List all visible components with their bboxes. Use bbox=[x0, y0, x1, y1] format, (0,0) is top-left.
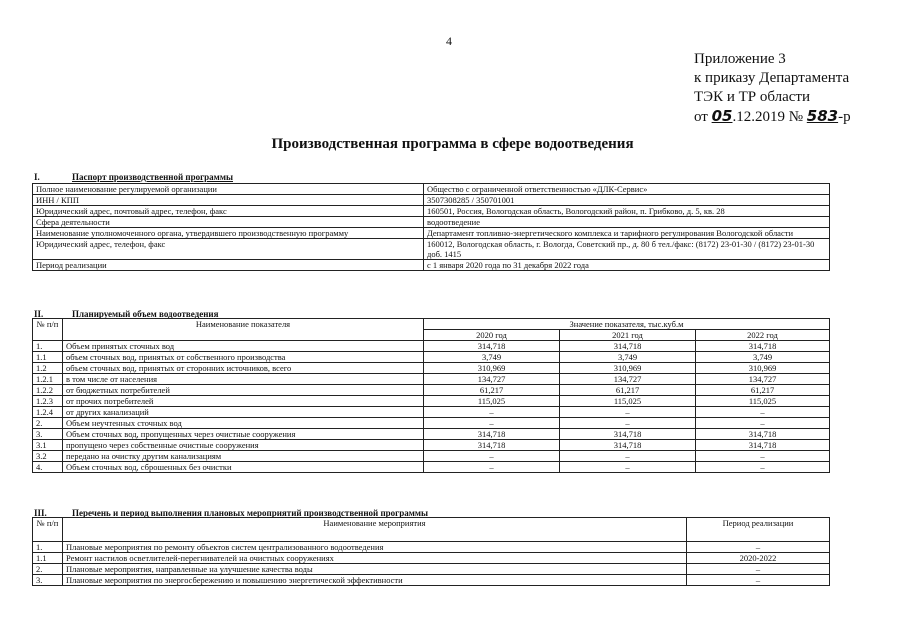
volume-row bbox=[33, 418, 830, 429]
volume-row-number: 1.2.2 bbox=[33, 385, 63, 396]
volume-row-value: 314,718 bbox=[424, 440, 560, 451]
volume-row-name: Объем неучтенных сточных вод bbox=[63, 418, 424, 429]
measures-head-number: № п/п bbox=[33, 518, 63, 542]
volume-row-name: Объем принятых сточных вод bbox=[63, 341, 424, 352]
volume-row-value: – bbox=[560, 418, 696, 429]
volume-row-value: 134,727 bbox=[560, 374, 696, 385]
passport-label: Наименование уполномоченного органа, утвердившего производственную программу bbox=[33, 228, 424, 239]
volume-row-value: – bbox=[424, 418, 560, 429]
volume-row-number: 2. bbox=[33, 418, 63, 429]
volume-head-year: 2020 год bbox=[424, 330, 560, 341]
volume-row-name: объем сточных вод, принятых от сторонних источников, всего bbox=[63, 363, 424, 374]
passport-label: Период реализации bbox=[33, 260, 424, 271]
volume-row-name: от бюджетных потребителей bbox=[63, 385, 424, 396]
volume-row-number: 1.2.1 bbox=[33, 374, 63, 385]
volume-row bbox=[33, 396, 830, 407]
measures-row bbox=[33, 575, 830, 586]
volume-row-value: – bbox=[424, 407, 560, 418]
volume-row-name: Объем сточных вод, пропущенных через очистные сооружения bbox=[63, 429, 424, 440]
passport-row bbox=[33, 217, 830, 228]
section-2-title: Планируемый объем водоотведения bbox=[72, 309, 219, 319]
measures-row-name: Плановые мероприятия по ремонту объектов систем централизованного водоотведения bbox=[63, 542, 687, 553]
volume-row bbox=[33, 341, 830, 352]
volume-row-number: 1.2 bbox=[33, 363, 63, 374]
passport-label: Юридический адрес, почтовый адрес, телефон, факс bbox=[33, 206, 424, 217]
volume-row-number: 1.2.4 bbox=[33, 407, 63, 418]
volume-row-value: 3,749 bbox=[560, 352, 696, 363]
volume-row bbox=[33, 451, 830, 462]
appendix-date: .12.2019 № bbox=[732, 109, 804, 125]
section-1-title: Паспорт производственной программы bbox=[72, 172, 233, 182]
section-1-number: I. bbox=[34, 172, 40, 182]
volume-row-value: 314,718 bbox=[424, 429, 560, 440]
volume-head-value: Значение показателя, тыс.куб.м bbox=[424, 319, 830, 330]
section-3-title: Перечень и период выполнения плановых мероприятий производственной программы bbox=[72, 508, 429, 518]
volume-row-value: 314,718 bbox=[560, 341, 696, 352]
measures-table bbox=[32, 517, 830, 586]
volume-row-value: 314,718 bbox=[560, 429, 696, 440]
passport-row bbox=[33, 260, 830, 271]
volume-row-value: 314,718 bbox=[696, 341, 830, 352]
passport-row bbox=[33, 195, 830, 206]
measures-row bbox=[33, 553, 830, 564]
volume-row-name: Объем сточных вод, сброшенных без очистки bbox=[63, 462, 424, 473]
measures-row-period: – bbox=[687, 575, 830, 586]
passport-row bbox=[33, 184, 830, 195]
volume-row-number: 3.2 bbox=[33, 451, 63, 462]
appendix-line-2: к приказу Департамента bbox=[694, 70, 850, 86]
volume-row-value: 61,217 bbox=[696, 385, 830, 396]
measures-head-period: Период реализации bbox=[687, 518, 830, 542]
volume-row bbox=[33, 440, 830, 451]
passport-label: Юридический адрес, телефон, факс bbox=[33, 239, 424, 260]
volume-row bbox=[33, 352, 830, 363]
section-2-number: II. bbox=[34, 309, 44, 319]
measures-row-period: 2020-2022 bbox=[687, 553, 830, 564]
volume-head-name: Наименование показателя bbox=[63, 319, 424, 341]
volume-row-value: 134,727 bbox=[696, 374, 830, 385]
volume-row-value: – bbox=[696, 451, 830, 462]
volume-row-value: – bbox=[424, 451, 560, 462]
passport-label: ИНН / КПП bbox=[33, 195, 424, 206]
passport-row bbox=[33, 239, 830, 260]
volume-row bbox=[33, 407, 830, 418]
volume-row-number: 1.2.3 bbox=[33, 396, 63, 407]
passport-value: 3507308285 / 350701001 bbox=[424, 195, 830, 206]
volume-row-value: 115,025 bbox=[424, 396, 560, 407]
volume-row-value: 314,718 bbox=[696, 429, 830, 440]
volume-row-name: в том числе от населения bbox=[63, 374, 424, 385]
appendix-suffix: -р bbox=[838, 109, 851, 125]
volume-row bbox=[33, 374, 830, 385]
volume-row-value: 134,727 bbox=[424, 374, 560, 385]
volume-head-year: 2021 год bbox=[560, 330, 696, 341]
volume-row-number: 3.1 bbox=[33, 440, 63, 451]
volume-row-value: 310,969 bbox=[424, 363, 560, 374]
measures-row bbox=[33, 542, 830, 553]
volume-row-value: 61,217 bbox=[560, 385, 696, 396]
appendix-line-4 bbox=[694, 107, 851, 127]
volume-row-name: передано на очистку другим канализациям bbox=[63, 451, 424, 462]
volume-row bbox=[33, 429, 830, 440]
measures-row-period: – bbox=[687, 564, 830, 575]
volume-row-value: – bbox=[696, 418, 830, 429]
appendix-line-3: ТЭК и ТР области bbox=[694, 89, 810, 105]
volume-row-value: 115,025 bbox=[696, 396, 830, 407]
volume-row bbox=[33, 385, 830, 396]
passport-label: Полное наименование регулируемой организации bbox=[33, 184, 424, 195]
volume-row-number: 1. bbox=[33, 341, 63, 352]
volume-row-value: 3,749 bbox=[424, 352, 560, 363]
passport-value: 160012, Вологодская область, г. Вологда, Советский пр., д. 80 б тел./факс: (8172) 23-01-30 / (8172) 23-01-30 доб. 1415 bbox=[424, 239, 830, 260]
volume-row-value: 310,969 bbox=[560, 363, 696, 374]
measures-row-number: 1. bbox=[33, 542, 63, 553]
volume-head-year: 2022 год bbox=[696, 330, 830, 341]
volume-row-value: – bbox=[560, 451, 696, 462]
measures-row bbox=[33, 564, 830, 575]
volume-row-name: объем сточных вод, принятых от собственного производства bbox=[63, 352, 424, 363]
passport-value: с 1 января 2020 года по 31 декабря 2022 года bbox=[424, 260, 830, 271]
appendix-number: 583 bbox=[806, 107, 839, 125]
measures-row-name: Ремонт настилов осветлителей-перегнивателей на очистных сооружениях bbox=[63, 553, 687, 564]
volume-row bbox=[33, 363, 830, 374]
volume-head-number: № п/п bbox=[33, 319, 63, 341]
measures-row-name: Плановые мероприятия по энергосбережению и повышению энергетической эффективности bbox=[63, 575, 687, 586]
passport-row bbox=[33, 206, 830, 217]
passport-table bbox=[32, 183, 830, 271]
volume-row-value: 3,749 bbox=[696, 352, 830, 363]
passport-value: Департамент топливно-энергетического комплекса и тарифного регулирования Вологодской области bbox=[424, 228, 830, 239]
volume-row-value: 314,718 bbox=[696, 440, 830, 451]
measures-row-number: 2. bbox=[33, 564, 63, 575]
appendix-line-1: Приложение 3 bbox=[694, 51, 786, 67]
appendix-header bbox=[694, 50, 851, 127]
section-1-heading bbox=[34, 172, 233, 182]
volume-row-value: – bbox=[696, 407, 830, 418]
volume-row-value: 310,969 bbox=[696, 363, 830, 374]
volume-row-number: 3. bbox=[33, 429, 63, 440]
volume-row-number: 1.1 bbox=[33, 352, 63, 363]
document-title: Производственная программа в сфере водоотведения bbox=[271, 136, 634, 152]
passport-label: Сфера деятельности bbox=[33, 217, 424, 228]
volume-row-value: 115,025 bbox=[560, 396, 696, 407]
measures-row-number: 3. bbox=[33, 575, 63, 586]
volume-row bbox=[33, 462, 830, 473]
appendix-date-prefix: от bbox=[694, 109, 708, 125]
passport-value: 160501, Россия, Вологодская область, Вологодский район, п. Грибково, д. 5, кв. 28 bbox=[424, 206, 830, 217]
volume-row-name: от прочих потребителей bbox=[63, 396, 424, 407]
measures-row-name: Плановые мероприятия, направленные на улучшение качества воды bbox=[63, 564, 687, 575]
volume-table bbox=[32, 318, 830, 473]
volume-row-value: – bbox=[696, 462, 830, 473]
passport-row bbox=[33, 228, 830, 239]
volume-row-value: 314,718 bbox=[560, 440, 696, 451]
volume-row-name: от других канализаций bbox=[63, 407, 424, 418]
page-number: 4 bbox=[446, 34, 452, 48]
passport-value: Общество с ограниченной ответственностью «ДЛК-Сервис» bbox=[424, 184, 830, 195]
appendix-day: 05 bbox=[711, 107, 733, 125]
volume-row-value: 61,217 bbox=[424, 385, 560, 396]
measures-row-period: – bbox=[687, 542, 830, 553]
passport-value: водоотведение bbox=[424, 217, 830, 228]
volume-row-value: – bbox=[560, 407, 696, 418]
measures-head-name: Наименование мероприятия bbox=[63, 518, 687, 542]
measures-row-number: 1.1 bbox=[33, 553, 63, 564]
volume-row-name: пропущено через собственные очистные сооружения bbox=[63, 440, 424, 451]
volume-row-value: – bbox=[560, 462, 696, 473]
volume-row-value: – bbox=[424, 462, 560, 473]
volume-row-number: 4. bbox=[33, 462, 63, 473]
volume-row-value: 314,718 bbox=[424, 341, 560, 352]
section-3-number: III. bbox=[34, 508, 47, 518]
